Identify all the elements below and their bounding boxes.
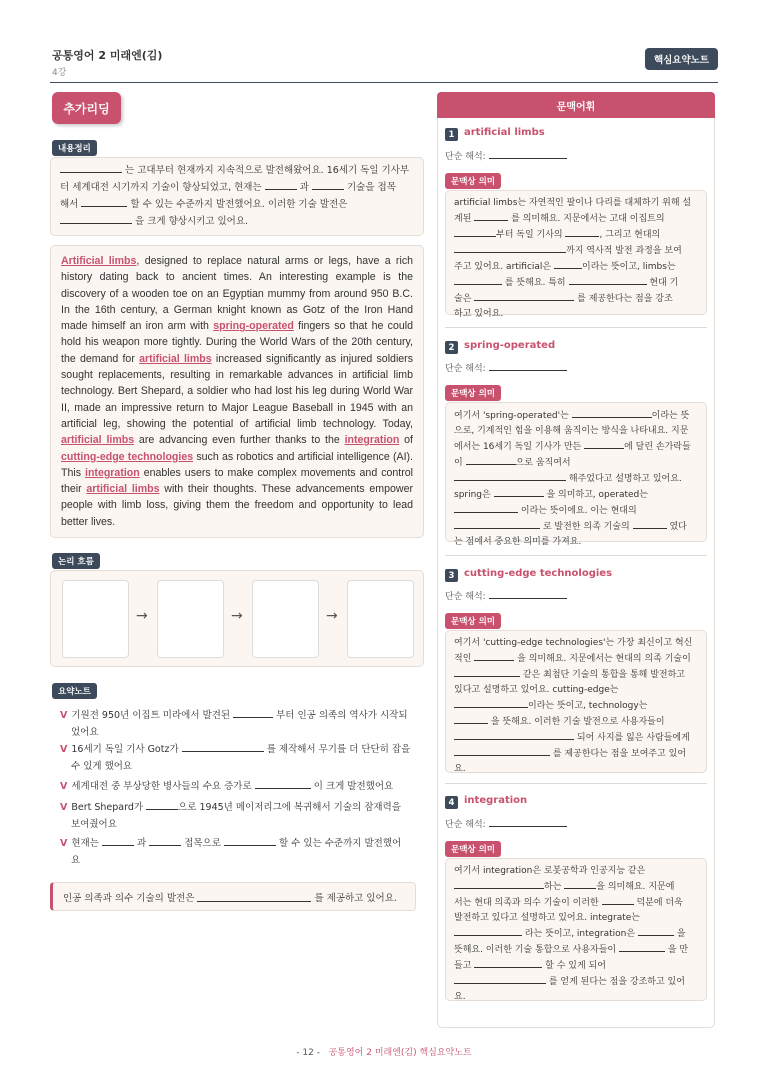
divider <box>445 783 707 784</box>
blank[interactable] <box>454 471 566 481</box>
blank[interactable] <box>489 589 567 599</box>
keyword-artificial-limbs: Artificial limbs <box>61 255 137 267</box>
flow-step-3[interactable] <box>252 580 319 658</box>
summary-note-tag: 요약노트 <box>52 683 97 699</box>
book-title: 공통영어 2 미래엔(김) <box>52 49 163 62</box>
arrow-right-icon: → <box>136 608 148 624</box>
blank[interactable] <box>466 455 516 465</box>
item-number: 1 <box>445 128 458 141</box>
blank[interactable] <box>565 227 599 237</box>
blank[interactable] <box>255 779 311 789</box>
vocab-term: cutting-edge technologies <box>464 568 613 579</box>
blank[interactable] <box>489 149 567 159</box>
check-mark-icon: V <box>60 710 68 721</box>
context-meaning-tag: 문맥상 의미 <box>445 841 501 857</box>
logic-flow-tag: 논리 흐름 <box>52 553 100 569</box>
blank[interactable] <box>312 180 344 190</box>
blank[interactable] <box>454 926 522 936</box>
blank[interactable] <box>474 651 514 661</box>
keyword-integration: integration <box>85 466 140 479</box>
blank[interactable] <box>454 698 528 708</box>
keyword-integration: integration <box>344 434 400 447</box>
blank[interactable] <box>554 259 582 269</box>
plain-meaning: 단순 해석: <box>445 817 567 830</box>
blank[interactable] <box>81 197 127 207</box>
keyword-cutting-edge: cutting-edge technologies <box>61 450 194 463</box>
content-summary-tag: 내용정리 <box>52 140 97 156</box>
blank[interactable] <box>489 817 567 827</box>
blank[interactable] <box>474 958 542 968</box>
blank[interactable] <box>454 227 496 237</box>
keyword-artificial-limbs: artificial limbs <box>86 483 160 496</box>
summary-item: V 세계대전 중 부상당한 병사들의 수요 증가로 이 크게 발전했어요 <box>60 781 394 792</box>
plain-meaning: 단순 해석: <box>445 589 567 602</box>
blank[interactable] <box>182 742 264 752</box>
divider <box>445 555 707 556</box>
blank[interactable] <box>564 879 596 889</box>
blank[interactable] <box>102 836 134 846</box>
context-meaning-box: 여기서 'spring-operated'는 이라는 뜻 으로, 기계적인 힘을 이용해 움직이는 방식을 나타내요. 지문 에서는 16세기 독일 기사가 만든 에 달린 손가락들 이 으로 움직여서 해주었다고 설명하고 있어요. spring은 을 의미하고, operated는 이라는 뜻이에요. 이는 현대의 로 발전한 의족 기술의 였다 는 점에서 중요한 의미를 가져요. <box>445 402 707 542</box>
blank[interactable] <box>60 163 122 173</box>
keyword-artificial-limbs: artificial limbs <box>139 352 212 365</box>
blank[interactable] <box>638 926 674 936</box>
extra-reading-button[interactable]: 추가리딩 <box>52 92 121 124</box>
blank[interactable] <box>633 519 667 529</box>
arrow-right-icon: → <box>231 608 243 624</box>
arrow-right-icon: → <box>326 608 338 624</box>
blank[interactable] <box>584 439 624 449</box>
blank[interactable] <box>454 974 546 984</box>
context-meaning-box: 여기서 'cutting-edge technologies'는 가장 최신이고 혁신 적인 을 의미해요. 지문에서는 현대의 의족 기술이 같은 최첨단 기술의 통합을 통해 발전하고 있다고 설명하고 있어요. cutting-edge는 이라는 뜻이고, technology는 을 뜻해요. 이러한 기술 발전으로 사용자들이 되어 사지를 잃은 사람들에게 를 제공한다는 점을 보여주고 있어 요. <box>445 630 707 773</box>
vocab-term: artificial limbs <box>464 127 545 138</box>
summary-item: V 현재는 과 접목으로 할 수 있는 수준까지 발전했어 요 <box>60 838 402 866</box>
blank[interactable] <box>197 892 311 902</box>
lesson-label: 4강 <box>52 68 67 78</box>
note-type-badge: 핵심요약노트 <box>645 48 718 70</box>
plain-meaning: 단순 해석: <box>445 149 567 162</box>
blank[interactable] <box>454 714 488 724</box>
keyword-spring-operated: spring-operated <box>213 320 294 333</box>
blank[interactable] <box>494 487 544 497</box>
context-meaning-tag: 문맥상 의미 <box>445 385 501 401</box>
context-meaning-box: artificial limbs는 자연적인 팔이나 다리를 대체하기 위해 설 계된 를 의미해요. 지문에서는 고대 이집트의 부터 독일 기사의 , 그리고 현대의 까지 역사적 발전 과정을 보여 주고 있어요. artificial은 이라는 뜻이고, limbs는 를 뜻해요. 특히 현대 기 술은 를 제공한다는 점을 강조 하고 있어요. <box>445 190 707 315</box>
blank[interactable] <box>569 275 647 285</box>
blank[interactable] <box>224 836 276 846</box>
blank[interactable] <box>572 408 652 418</box>
blank[interactable] <box>454 243 566 253</box>
check-mark-icon: V <box>60 802 68 813</box>
blank[interactable] <box>454 503 518 513</box>
plain-meaning: 단순 해석: <box>445 361 567 374</box>
blank[interactable] <box>602 895 634 905</box>
footer-title: 공통영어 2 미래엔(김) 핵심요약노트 <box>328 1048 472 1058</box>
flow-step-4[interactable] <box>347 580 414 658</box>
item-number: 2 <box>445 341 458 354</box>
context-meaning-box: 여기서 integration은 로봇공학과 인공지능 같은 하는 을 의미해요. 지문에 서는 현대 의족과 의수 기술이 이러한 덕분에 더욱 발전하고 있다고 설명하고 있어요. integrate는 라는 뜻이고, integration은 을 뜻해요. 이러한 기술 통합으로 사용자들이 을 만 들고 할 수 있게 되어 를 얻게 된다는 점을 강조하고 있어 요. <box>445 858 707 1001</box>
blank[interactable] <box>265 180 297 190</box>
reading-passage: Artificial limbs, designed to replace natural arms or legs, have a rich history dating back to ancient times. An interesting example is the discovery of a wooden toe on an Egyptian mummy from around 950 B.C. In the 16th century, a German knight known as Gotz of the Iron Hand made himself an iron arm with spring-operated fingers so that he could hold his weapon more tightly. During the World Wars of the 20th century, the demand for artificial limbs increased significantly as injured soldiers sought replacements, resulting in remarkable advances in artificial limb technology. Bert Shepard, a soldier who had lost his leg during World War II, made an impressive return to Major League Baseball in 1945 with an artificial leg, showing the potential of artificial limb technology. Today, artificial limbs are advancing even further thanks to the integration of cutting-edge technologies such as robotics and artificial intelligence (AI). This integration enables users to make complex movements and control their artificial limbs with their thoughts. These advancements empower people with limb loss, giving them the freedom and opportunity to lead better lives. <box>61 255 414 528</box>
context-meaning-tag: 문맥상 의미 <box>445 173 501 189</box>
blank[interactable] <box>454 519 540 529</box>
check-mark-icon: V <box>60 744 68 755</box>
keyword-artificial-limbs: artificial limbs <box>61 434 135 447</box>
context-meaning-tag: 문맥상 의미 <box>445 613 501 629</box>
blank[interactable] <box>454 879 544 889</box>
blank[interactable] <box>454 730 574 740</box>
header-divider <box>50 82 718 83</box>
vocab-term: spring-operated <box>464 340 556 351</box>
blank[interactable] <box>474 211 508 221</box>
check-mark-icon: V <box>60 781 68 792</box>
content-summary-text: 는 고대부터 현재까지 지속적으로 발전해왔어요. 16세기 독일 기사부 터 세계대전 시기까지 기술이 향상되었고, 현재는 과 기술을 접목 해서 할 수 있는 수준까지 발전했어요. 이러한 기술 발전은 을 크게 향상시키고 있어요. <box>60 165 410 227</box>
vocab-term: integration <box>464 795 528 806</box>
check-mark-icon: V <box>60 838 68 849</box>
summary-conclusion: 인공 의족과 의수 기술의 발전은 를 제공하고 있어요. <box>50 882 416 911</box>
divider <box>445 327 707 328</box>
item-number: 4 <box>445 796 458 809</box>
blank[interactable] <box>489 361 567 371</box>
flow-step-2[interactable] <box>157 580 224 658</box>
blank[interactable] <box>454 667 520 677</box>
item-number: 3 <box>445 569 458 582</box>
blank[interactable] <box>474 291 574 301</box>
blank[interactable] <box>619 942 665 952</box>
blank[interactable] <box>149 836 181 846</box>
summary-item: V 16세기 독일 기사 Gotz가 를 제작해서 무기를 더 단단히 잡을 수 있게 했어요 <box>60 744 411 772</box>
flow-step-1[interactable] <box>62 580 129 658</box>
page-footer <box>0 1045 768 1058</box>
blank[interactable] <box>454 746 550 756</box>
context-vocab-header: 문맥어휘 <box>437 92 715 118</box>
blank[interactable] <box>233 708 273 718</box>
blank[interactable] <box>454 275 502 285</box>
summary-item: V 기원전 950년 이집트 미라에서 발견된 부터 인공 의족의 역사가 시작되 었어요 <box>60 710 408 738</box>
blank[interactable] <box>60 214 132 224</box>
page-number: - 12 - <box>296 1048 320 1058</box>
summary-item: V Bert Shepard가 으로 1945년 메이저리그에 복귀해서 기술의 잠재력을 보여줬어요 <box>60 802 401 830</box>
blank[interactable] <box>146 800 178 810</box>
